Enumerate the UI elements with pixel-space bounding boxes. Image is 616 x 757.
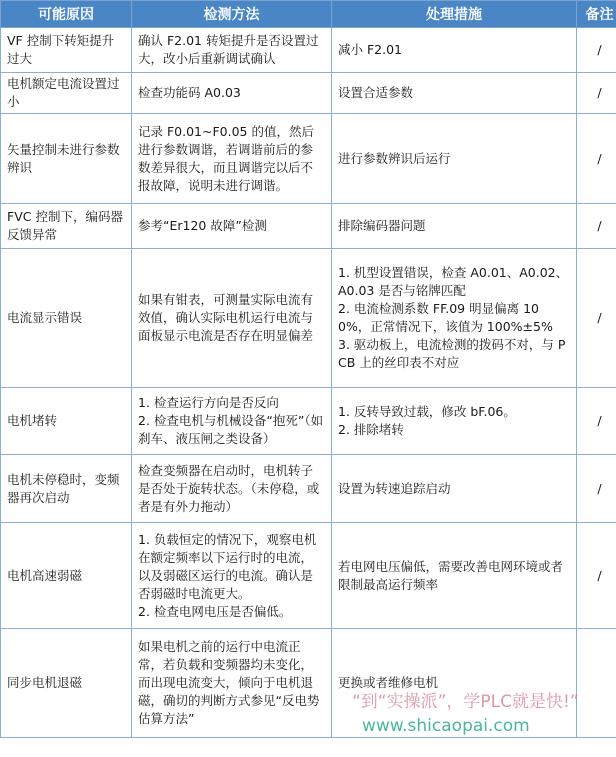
table-row bbox=[1, 73, 616, 114]
table-row bbox=[1, 455, 616, 523]
note-cell: / bbox=[577, 204, 616, 249]
header-check: 检测方法 bbox=[132, 1, 332, 28]
action-cell: 更换或者维修电机 bbox=[332, 629, 577, 738]
action-cell: 1. 反转导致过载，修改 bF.06。 2. 排除堵转 bbox=[332, 388, 577, 455]
check-cell: 1. 检查运行方向是否反向 2. 检查电机与机械设备“抱死”（如刹车、液压闸之类设备） bbox=[132, 388, 332, 455]
table-row bbox=[1, 28, 616, 73]
action-cell: 设置合适参数 bbox=[332, 73, 577, 114]
note-cell: / bbox=[577, 388, 616, 455]
check-cell: 如果有钳表，可测量实际电流有效值，确认实际电机运行电流与面板显示电流是否存在明显偏差 bbox=[132, 249, 332, 388]
note-cell: / bbox=[577, 523, 616, 629]
check-cell: 确认 F2.01 转矩提升是否设置过大，改小后重新调试确认 bbox=[132, 28, 332, 73]
note-cell: / bbox=[577, 28, 616, 73]
cause-cell: 同步电机退磁 bbox=[1, 629, 132, 738]
header-action: 处理措施 bbox=[332, 1, 577, 28]
header-note: 备注 bbox=[577, 1, 616, 28]
cause-cell: FVC 控制下，编码器反馈异常 bbox=[1, 204, 132, 249]
table-row bbox=[1, 249, 616, 388]
note-cell: / bbox=[577, 455, 616, 523]
action-cell: 减小 F2.01 bbox=[332, 28, 577, 73]
table-header-row bbox=[1, 1, 616, 28]
check-cell: 检查变频器在启动时，电机转子是否处于旋转状态。（未停稳，或者是有外力拖动） bbox=[132, 455, 332, 523]
table-row bbox=[1, 388, 616, 455]
watermark-url[interactable]: www.shicaopai.com bbox=[362, 716, 530, 736]
watermark-slogan: “到“实操派”，学PLC就是快!” bbox=[352, 692, 579, 712]
cause-cell: 电机未停稳时，变频器再次启动 bbox=[1, 455, 132, 523]
watermark bbox=[352, 690, 616, 738]
table-row bbox=[1, 114, 616, 204]
action-cell: 进行参数辨识后运行 bbox=[332, 114, 577, 204]
cause-cell: 电流显示错误 bbox=[1, 249, 132, 388]
cause-cell: VF 控制下转矩提升过大 bbox=[1, 28, 132, 73]
table-row bbox=[1, 523, 616, 629]
header-cause: 可能原因 bbox=[1, 1, 132, 28]
check-cell: 检查功能码 A0.03 bbox=[132, 73, 332, 114]
cause-cell: 矢量控制未进行参数辨识 bbox=[1, 114, 132, 204]
check-cell: 1. 负载恒定的情况下，观察电机在额定频率以下运行时的电流，以及弱磁区运行的电流。确认是否弱磁时电流更大。 2. 检查电网电压是否偏低。 bbox=[132, 523, 332, 629]
note-cell: / bbox=[577, 114, 616, 204]
action-cell: 若电网电压偏低，需要改善电网环境或者限制最高运行频率 bbox=[332, 523, 577, 629]
cause-cell: 电机堵转 bbox=[1, 388, 132, 455]
check-cell: 记录 F0.01~F0.05 的值，然后进行参数调谐，若调谐前后的参数差异很大，而且调谐完以后不报故障，说明未进行调谐。 bbox=[132, 114, 332, 204]
check-cell: 参考“Er120 故障”检测 bbox=[132, 204, 332, 249]
action-cell: 设置为转速追踪启动 bbox=[332, 455, 577, 523]
cause-cell: 电机高速弱磁 bbox=[1, 523, 132, 629]
cause-cell: 电机额定电流设置过小 bbox=[1, 73, 132, 114]
check-cell: 如果电机之前的运行中电流正常，若负载和变频器均未变化，而出现电流变大，倾向于电机退磁，确切的判断方式参见“反电势估算方法” bbox=[132, 629, 332, 738]
action-cell: 1. 机型设置错误，检查 A0.01、A0.02、A0.03 是否与铭牌匹配 2. 电流检测系数 FF.09 明显偏离 100%，正常情况下，该值为 100%±5% 3. 驱动板上，电流检测的拨码不对，与 PCB 上的丝印表不对应 bbox=[332, 249, 577, 388]
note-cell: / bbox=[577, 73, 616, 114]
note-cell: / bbox=[577, 249, 616, 388]
table-row bbox=[1, 204, 616, 249]
action-cell: 排除编码器问题 bbox=[332, 204, 577, 249]
